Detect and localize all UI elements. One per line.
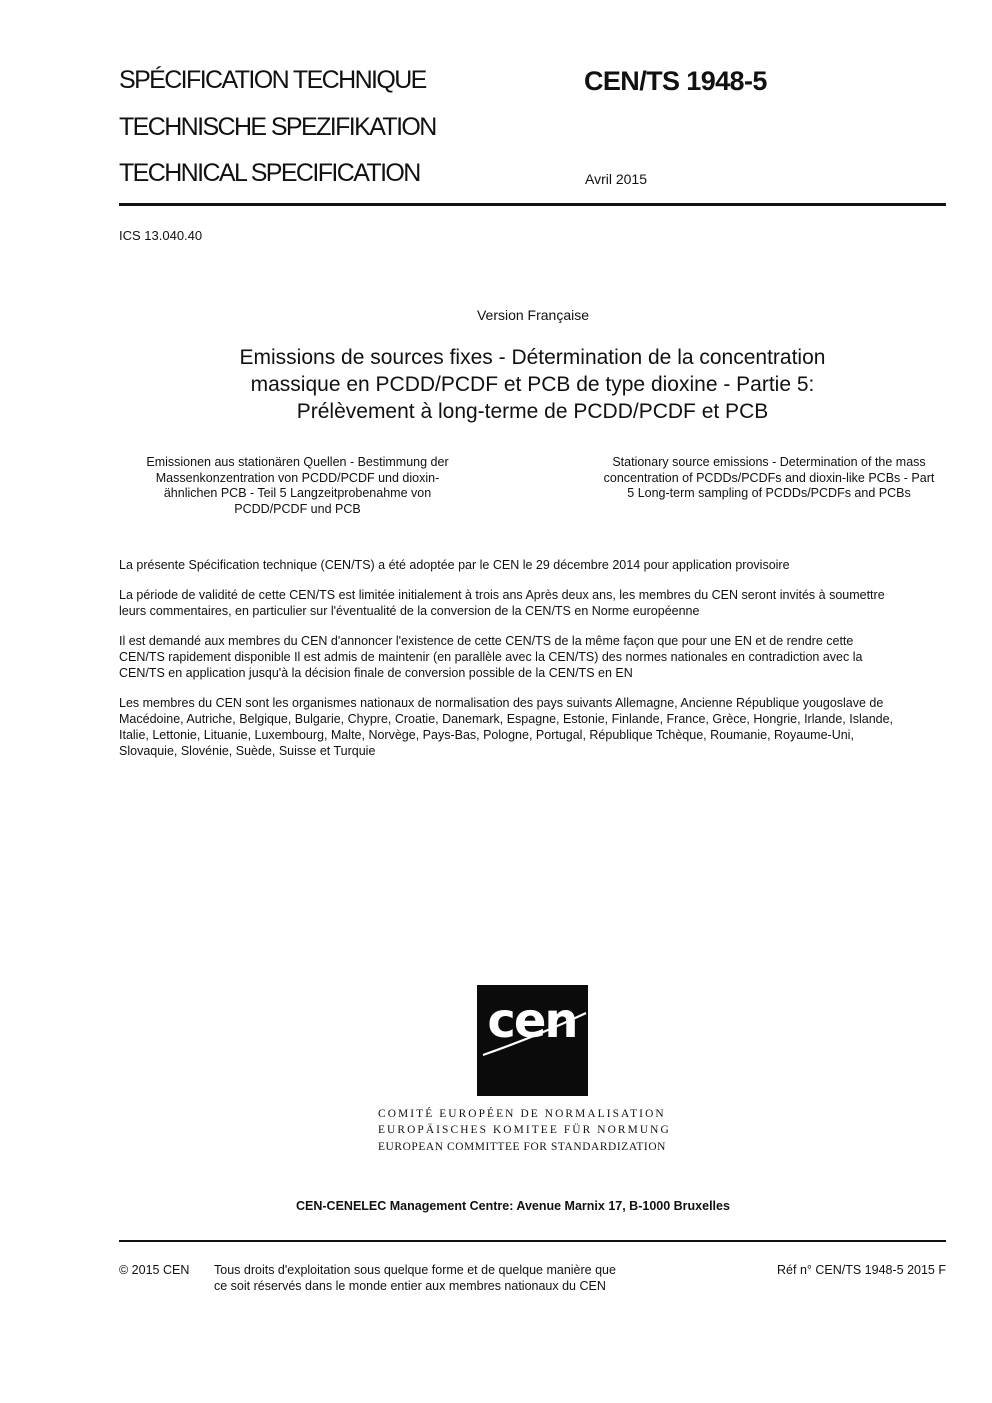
main-title — [119, 344, 946, 425]
paragraph-validity — [119, 587, 959, 619]
title-en: TECHNICAL SPECIFICATION — [119, 159, 420, 187]
paragraph-line: La présente Spécification technique (CEN/TS) a été adoptée par le CEN le 29 décembre 2014 pour application provisoire — [119, 558, 790, 572]
management-centre-address: CEN-CENELEC Management Centre: Avenue Marnix 17, B-1000 Bruxelles — [296, 1199, 730, 1213]
version-label: Version Française — [476, 307, 590, 323]
main-title-line: Prélèvement à long-terme de PCDD/PCDF et PCB — [296, 400, 769, 423]
paragraph-line: CEN/TS rapidement disponible Il est admis de maintenir (en parallèle avec la CEN/TS) des normes nationales en contradiction avec la — [119, 650, 863, 664]
paragraph-line: Macédoine, Autriche, Belgique, Bulgarie, Chypre, Croatie, Danemark, Espagne, Estonie, Finlande, France, Grèce, Hongrie, Irlande, Islande, — [119, 712, 894, 726]
title-english-line: 5 Long-term sampling of PCDDs/PCDFs and PCBs — [627, 486, 911, 500]
paragraph-line: Les membres du CEN sont les organismes nationaux de normalisation des pays suivants Allemagne, Ancienne République yougoslave de — [119, 696, 884, 710]
title-german-line: Emissionen aus stationären Quellen - Bestimmung der — [146, 455, 449, 469]
title-german-line: PCDD/PCDF und PCB — [234, 501, 361, 516]
cen-logo — [477, 985, 588, 1096]
rights-line: Tous droits d'exploitation sous quelque forme et de quelque manière que — [214, 1263, 616, 1277]
committee-fr: COMITÉ EUROPÉEN DE NORMALISATION — [378, 1108, 666, 1120]
title-fr: SPÉCIFICATION TECHNIQUE — [119, 66, 426, 94]
paragraph-line: CEN/TS en application jusqu'à la décision finale de conversion possible de la CEN/TS en EN — [119, 666, 633, 680]
cen-logo-text: cen — [487, 993, 577, 1049]
committee-en: EUROPEAN COMMITTEE FOR STANDARDIZATION — [378, 1141, 666, 1153]
title-english-line: Stationary source emissions - Determination of the mass — [612, 455, 926, 469]
paragraph-line: Il est demandé aux membres du CEN d'annoncer l'existence de cette CEN/TS de la même façon que pour une EN et de rendre cette — [119, 634, 854, 648]
copyright: © 2015 CEN — [119, 1263, 190, 1277]
title-german — [119, 455, 476, 517]
committee-de: EUROPÄISCHES KOMITEE FÜR NORMUNG — [378, 1124, 671, 1136]
main-title-line: massique en PCDD/PCDF et PCB de type dioxine - Partie 5: — [250, 373, 815, 396]
title-english — [588, 455, 950, 502]
header-rule — [119, 203, 946, 206]
rights-line: ce soit réservés dans le monde entier aux membres nationaux du CEN — [214, 1279, 606, 1293]
paragraph-members — [119, 695, 959, 759]
paragraph-national-standards — [119, 633, 959, 681]
title-german-line: ähnlichen PCB - Teil 5 Langzeitprobenahme von — [163, 486, 432, 500]
title-english-line: concentration of PCDDs/PCDFs and dioxin-like PCBs - Part — [603, 470, 935, 485]
paragraph-line: La période de validité de cette CEN/TS est limitée initialement à trois ans Après deux ans, les membres du CEN seront invités à soumettre — [119, 588, 885, 602]
footer-rule — [119, 1240, 946, 1242]
main-title-line: Emissions de sources fixes - Détermination de la concentration — [239, 346, 826, 369]
title-de: TECHNISCHE SPEZIFIKATION — [119, 113, 436, 141]
rights-notice — [214, 1262, 674, 1294]
document-code: CEN/TS 1948-5 — [584, 66, 767, 96]
paragraph-adoption — [119, 557, 959, 573]
publication-date: Avril 2015 — [585, 171, 648, 187]
paragraph-line: leurs commentaires, en particulier sur l'éventualité de la conversion de la CEN/TS en Norme européenne — [119, 604, 700, 618]
title-german-line: Massenkonzentration von PCDD/PCDF und dioxin- — [155, 470, 440, 485]
paragraph-line: Slovaquie, Slovénie, Suède, Suisse et Turquie — [119, 744, 376, 758]
paragraph-line: Italie, Lettonie, Lituanie, Luxembourg, Malte, Norvège, Pays-Bas, Pologne, Portugal, République Tchèque, Roumanie, Royaume-Uni, — [119, 728, 854, 742]
ics-code: ICS 13.040.40 — [119, 228, 203, 243]
reference-number: Réf n° CEN/TS 1948-5 2015 F — [777, 1263, 946, 1277]
